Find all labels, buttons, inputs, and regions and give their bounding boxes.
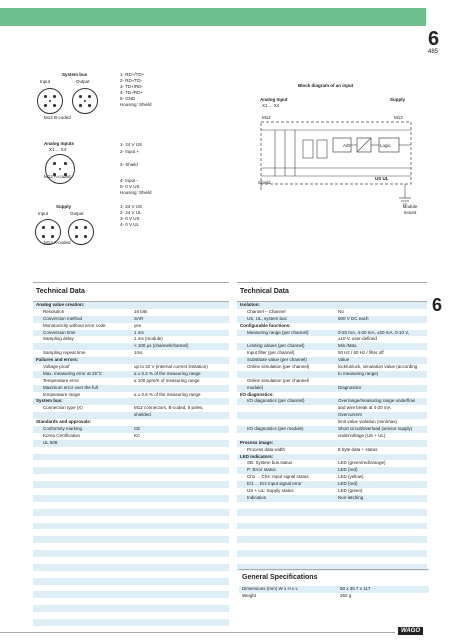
spec-value: Min./Max. — [338, 343, 358, 349]
spec-label: E/1 ... E/4 Input signal error — [247, 481, 302, 487]
spec-row — [33, 578, 229, 585]
spec-label: Standards and approvals: — [36, 419, 92, 425]
spec-label: temperature range — [43, 391, 81, 397]
spec-row — [33, 371, 229, 378]
wago-logo: WAGO — [398, 627, 423, 635]
spec-row — [33, 550, 229, 557]
spec-value: 8 byte data + status — [338, 446, 378, 452]
spec-row — [237, 398, 427, 405]
spec-value: LED (green) — [338, 488, 363, 494]
analog-inputs-coding: M12 A-coded — [44, 174, 71, 179]
spec-row — [237, 385, 427, 392]
analog-inputs-title: Analog Inputs — [44, 141, 74, 146]
spec-label: Process image: — [240, 439, 274, 445]
spec-value: 50 x 35.7 x 117 — [340, 586, 371, 591]
spec-label: Process data width — [247, 446, 286, 452]
general-specifications-title: General Specifications — [239, 569, 429, 586]
spec-label: LED indicators: — [240, 453, 274, 459]
spec-value: and wire break at 4-20 mA — [338, 405, 391, 411]
spec-value: ≤ ± 0.6 % of the measuring range — [134, 391, 201, 397]
spec-value: Overrange/measuring range underflow — [338, 398, 416, 404]
spec-row — [33, 502, 229, 509]
spec-row — [237, 419, 427, 426]
spec-value: 0-20 mA, 4-20 mA, ±20 mA, 0-10 V, — [338, 329, 410, 335]
spec-label: Ch1 ... Ch4: Input signal status — [247, 474, 309, 480]
spec-value: Diagnostics — [338, 384, 362, 390]
spec-label: Sampling delay — [43, 336, 74, 342]
spec-label: Voltage proof — [43, 364, 70, 370]
technical-data-left — [33, 282, 229, 626]
spec-label: System bus: — [36, 398, 63, 404]
spec-value: 262 g — [340, 592, 352, 598]
spec-row — [237, 488, 427, 495]
spec-value: Value — [338, 357, 350, 363]
spec-value: Short circuit/overload (sensor supply) — [338, 426, 413, 432]
spec-value: yes — [134, 322, 142, 328]
spec-row — [237, 405, 427, 412]
spec-row — [33, 605, 229, 612]
spec-row — [237, 323, 427, 330]
spec-label: Online simulation (per channel/ — [247, 377, 310, 383]
spec-row — [33, 536, 229, 543]
spec-row — [237, 316, 427, 323]
spec-value: < 100 µs (channel/channel) — [134, 343, 189, 349]
spec-row — [237, 302, 427, 309]
spec-row — [237, 454, 427, 461]
spec-label: module) — [247, 384, 264, 390]
spec-value: 50 Hz / 60 Hz / filter off — [338, 350, 384, 356]
spec-label: Limiting values (per channel) — [247, 343, 305, 349]
analog-inputs-sub: X1 ... X4 — [49, 147, 67, 152]
spec-row — [239, 593, 429, 600]
technical-data-left-rows — [33, 302, 229, 626]
spec-row — [33, 343, 229, 350]
spec-label: Conversion method — [43, 315, 83, 321]
spec-row — [33, 364, 229, 371]
chapter-number: 6 — [428, 28, 440, 50]
technical-data-right-title: Technical Data — [237, 282, 427, 302]
analog-input-pin-1: 1- 24 V US — [120, 142, 143, 147]
spec-row — [237, 550, 427, 557]
spec-label: US, UL, system bus — [247, 315, 287, 321]
spec-row — [237, 460, 427, 467]
supply-pinout: 1- 24 V US 2- 24 V UL 3- 0 V US 4- 0 V UL — [120, 204, 143, 227]
block-diagram-analog-input: Analog Input — [260, 97, 288, 102]
spec-label: SB: System bus status — [247, 460, 293, 466]
page-number: 485 — [428, 49, 439, 55]
spec-row — [33, 357, 229, 364]
spec-row — [33, 350, 229, 357]
spec-row — [33, 509, 229, 516]
spec-row — [237, 474, 427, 481]
spec-value: undervoltage (US + UL) — [338, 432, 386, 438]
spec-label: Dimensions (mm) W x H x L — [242, 586, 299, 591]
side-chapter-number: 6 — [432, 295, 443, 315]
spec-label: Isolation: — [240, 302, 260, 307]
spec-row — [237, 378, 427, 385]
spec-row — [33, 454, 229, 461]
spec-row — [237, 357, 427, 364]
spec-label: I/O diagnostics (per module) — [247, 426, 304, 432]
spec-label: Weight — [242, 592, 256, 598]
spec-label: P: Error status — [247, 467, 276, 473]
spec-value: ≤ 100 ppm/K of measuring range — [134, 377, 200, 383]
spec-label: Conformity marking — [43, 426, 83, 432]
system-bus-title: System bus — [62, 72, 88, 77]
analog-input-pin-3: 3- Shield — [120, 162, 138, 167]
spec-row — [33, 447, 229, 454]
spec-row — [33, 316, 229, 323]
spec-value: Non-latching — [338, 494, 364, 500]
block-diagram-ad: A/D — [343, 143, 351, 148]
spec-row — [237, 336, 427, 343]
spec-label: Measuring range (per channel) — [247, 329, 309, 335]
spec-label: US + UL: Supply status — [247, 488, 294, 494]
spec-row — [33, 467, 229, 474]
block-diagram-supply-symbol: US UL — [375, 176, 389, 181]
analog-input-pin-2: 2- Input + — [120, 149, 140, 154]
supply-title: Supply — [56, 204, 72, 209]
spec-row — [239, 586, 429, 593]
spec-row — [237, 371, 427, 378]
spec-value: limit value violation (min/max) — [338, 419, 398, 425]
spec-label: Monotonicity without error code — [43, 322, 106, 328]
spec-value: LED (red) — [338, 467, 358, 473]
footer-divider — [0, 632, 395, 633]
spec-row — [33, 336, 229, 343]
spec-row — [33, 392, 229, 399]
spec-value: CE — [134, 426, 141, 432]
spec-label: Connection type (X) — [43, 405, 83, 411]
spec-row — [33, 419, 229, 426]
spec-row — [33, 598, 229, 605]
technical-data-left-title: Technical Data — [33, 282, 229, 302]
spec-row — [237, 523, 427, 530]
spec-row — [237, 495, 427, 502]
spec-row — [237, 309, 427, 316]
spec-row — [33, 405, 229, 412]
spec-label: Failures and errors: — [36, 357, 79, 363]
spec-row — [237, 433, 427, 440]
spec-label: Maximum error over the full — [43, 384, 98, 390]
spec-value: M12 connectors, B-coded, 5 poles, — [134, 405, 204, 411]
spec-row — [237, 412, 427, 419]
spec-row — [33, 474, 229, 481]
spec-row — [33, 323, 229, 330]
spec-row — [237, 364, 427, 371]
spec-row — [237, 557, 427, 564]
spec-row — [237, 516, 427, 523]
spec-value: 1 ms — [134, 329, 144, 335]
spec-value: SAR — [134, 315, 144, 321]
technical-data-right-rows — [237, 302, 427, 578]
spec-row — [237, 343, 427, 350]
analog-input-pin-4: 4- Input - — [120, 178, 139, 183]
spec-label: Resolution — [43, 308, 65, 314]
system-bus-output-label: Output — [76, 79, 90, 84]
spec-row — [237, 502, 427, 509]
spec-label: Sampling repeat time — [43, 350, 86, 356]
system-bus-input-connector-icon — [37, 88, 63, 114]
spec-row — [33, 378, 229, 385]
spec-label: Temperature error — [43, 377, 80, 383]
spec-value: KC — [134, 432, 141, 438]
spec-value: up to 32 V (internal current limitation) — [134, 364, 208, 370]
block-diagram-x-labels: X1 ... X4 — [262, 103, 280, 108]
spec-row — [237, 330, 427, 337]
spec-value: 1ms — [134, 350, 143, 356]
spec-row — [237, 392, 427, 399]
spec-label: Korea Certification — [43, 432, 81, 438]
block-diagram-m12-right: M12 — [394, 115, 403, 120]
spec-row — [33, 557, 229, 564]
block-diagram-title: Block diagram of an input — [298, 83, 354, 88]
spec-row — [33, 612, 229, 619]
spec-value: LED (green/red/orange) — [338, 460, 386, 466]
spec-row — [33, 543, 229, 550]
spec-row — [33, 585, 229, 592]
spec-label: Online simulation (per channel) — [247, 364, 310, 370]
spec-label: Analog value creation: — [36, 302, 85, 307]
spec-row — [237, 426, 427, 433]
supply-input-label: Input — [38, 211, 49, 216]
spec-row — [33, 460, 229, 467]
spec-row — [33, 523, 229, 530]
spec-label: I/O diagnostics: — [240, 391, 274, 397]
spec-row — [33, 309, 229, 316]
spec-row — [237, 447, 427, 454]
spec-value: LED (yellow) — [338, 474, 364, 480]
spec-row — [237, 350, 427, 357]
spec-row — [33, 619, 229, 626]
spec-row — [33, 571, 229, 578]
spec-label: Indication — [247, 494, 267, 500]
spec-row — [237, 467, 427, 474]
spec-row — [237, 481, 427, 488]
spec-row — [33, 330, 229, 337]
spec-label: Input filter (per channel) — [247, 350, 295, 356]
spec-row — [237, 543, 427, 550]
spec-row — [33, 481, 229, 488]
block-diagram-shield: Shield — [258, 180, 271, 185]
spec-row — [33, 412, 229, 419]
system-bus-pinout: 1- RD+/TD+ 2- RD-/TD- 3- TD+/RD- 4- TD-/RD+ 5- GND Housing: Shield — [120, 72, 152, 107]
general-specifications-rows — [239, 586, 429, 600]
spec-row — [33, 495, 229, 502]
spec-row — [33, 591, 229, 598]
spec-row — [237, 536, 427, 543]
spec-row — [33, 433, 229, 440]
system-bus-coding: M12 B-coded — [44, 115, 71, 120]
supply-output-label: Output — [70, 211, 84, 216]
spec-value: lock/unlock, simulation value (according — [338, 364, 418, 370]
spec-label: Max. measuring error at 25°C — [43, 370, 103, 376]
spec-row — [33, 529, 229, 536]
technical-data-right — [237, 282, 427, 578]
spec-value: 500 V DC each — [338, 315, 369, 321]
chapter-color-bar — [0, 8, 426, 26]
spec-label: UL 508 — [43, 439, 58, 445]
block-diagram-module-mount: Module mount — [402, 204, 418, 215]
spec-value: Overcurrent — [338, 412, 362, 418]
supply-coding: M12 A-coded — [44, 240, 71, 245]
spec-row — [33, 488, 229, 495]
spec-row — [237, 529, 427, 536]
system-bus-input-label: Input — [40, 79, 51, 84]
spec-row — [33, 302, 229, 309]
block-diagram-logic: Logic — [380, 143, 391, 148]
spec-label: Configurable functions: — [240, 322, 291, 328]
spec-value: ≤ ± 0.2 % of the measuring range — [134, 370, 201, 376]
spec-label: I/O diagnostics (per channel) — [247, 398, 305, 404]
spec-value: LED (red) — [338, 481, 358, 487]
spec-value: shielded — [134, 412, 151, 418]
spec-row — [237, 440, 427, 447]
block-diagram-supply: Supply — [390, 97, 406, 102]
analog-input-housing: Housing: Shield — [120, 190, 152, 195]
spec-value: No — [338, 308, 344, 314]
spec-row — [33, 516, 229, 523]
spec-value: ±10 V, user-defined — [338, 336, 377, 342]
spec-label: Conversion time — [43, 329, 76, 335]
spec-row — [33, 385, 229, 392]
spec-row — [33, 564, 229, 571]
block-diagram-m12-left: M12 — [262, 115, 271, 120]
spec-label: Channel – Channel — [247, 308, 286, 314]
block-diagram-schematic — [245, 118, 415, 218]
spec-row — [33, 426, 229, 433]
spec-row — [33, 440, 229, 447]
spec-label: Substitute value (per channel) — [247, 357, 307, 363]
spec-row — [237, 509, 427, 516]
spec-value: 1 ms (module) — [134, 336, 163, 342]
spec-row — [33, 398, 229, 405]
spec-value: to measuring range) — [338, 370, 379, 376]
analog-input-pin-5: 5- 0 V US — [120, 184, 140, 189]
system-bus-output-connector-icon — [72, 88, 98, 114]
supply-output-connector-icon — [68, 219, 94, 245]
spec-value: 16 bits — [134, 308, 148, 314]
